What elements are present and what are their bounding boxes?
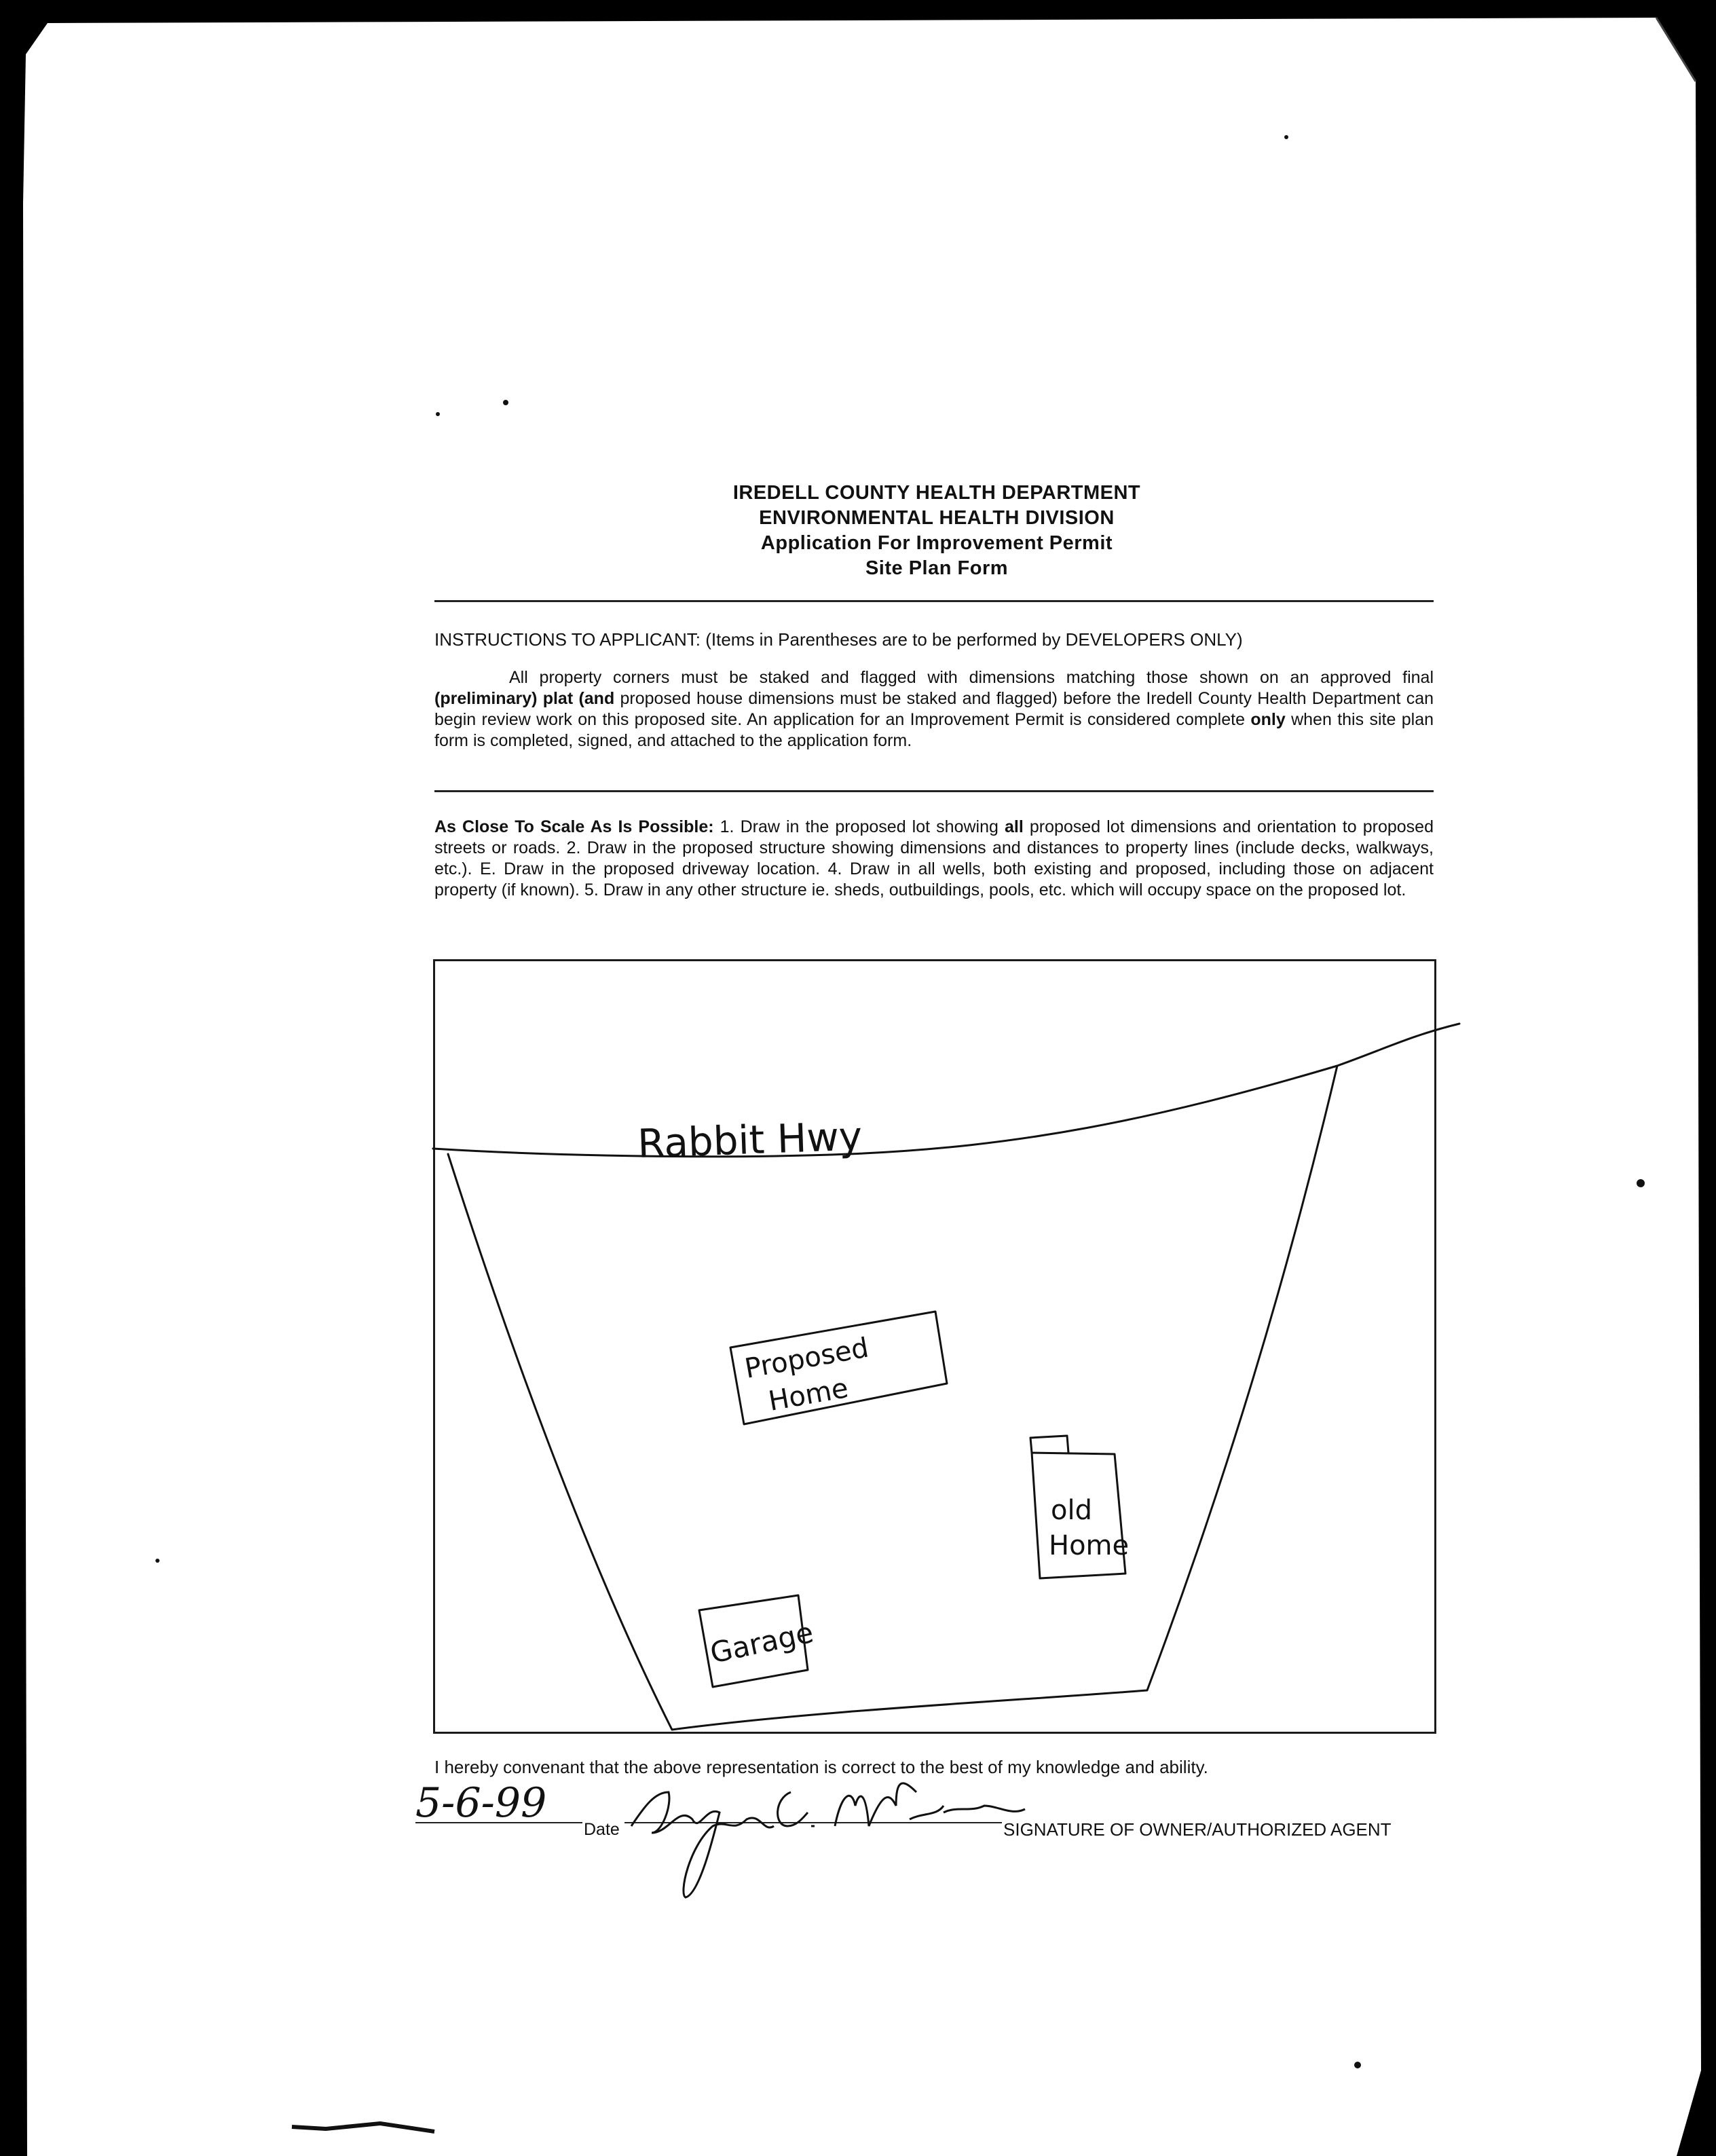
old-home-label-line2: Home [1049,1530,1130,1561]
scale-note-text-part: proposed lot dimensions and orientation to proposed streets or roads. 2. Draw in the proposed structure showing dimensions and distances to property lines (include decks, walkways, etc.). E. Draw in the proposed driveway location. 4. Draw in all wells, both existing and proposed, including those on adjacent property (if known). 5. Draw in any other structure ie. sheds, outbuildings, pools, etc. which will occupy space on the proposed lot. [434,817,1434,899]
scale-note-lead: As Close To Scale As Is Possible: [434,817,714,836]
signature-label: SIGNATURE OF OWNER/AUTHORIZED AGENT [1003,1819,1392,1840]
instructions-text-part: (and [578,689,615,708]
instructions-text-part: when this site plan form is completed, signed, and attached to the application form. [434,710,1434,750]
agency-title: IREDELL COUNTY HEALTH DEPARTMENT [732,482,1141,504]
scale-note-text-part: all [1004,817,1024,836]
proposed-home-label-line1: Proposed [742,1332,872,1385]
scale-note-text-part: 1. Draw in the proposed lot showing [713,817,1005,836]
handwritten-date: 5-6-99 [415,1779,547,1827]
road-label: Rabbit Hwy [637,1113,863,1167]
date-label: Date [584,1820,620,1839]
proposed-home-label-line2: Home [766,1373,851,1417]
garage-label: Garage [707,1615,817,1670]
covenant-statement: I hereby convenant that the above representation is correct to the best of my knowledge and ability. [434,1757,1208,1777]
instructions-text-part: proposed house dimensions must be staked and flagged) before the Iredell County Health Department can begin review work on this proposed site. An application for an Improvement Permit is considered complete [434,689,1434,729]
instructions-heading: INSTRUCTIONS TO APPLICANT: (Items in Parentheses are to be performed by DEVELOPERS ONLY) [434,629,1243,650]
form-name-title: Site Plan Form [865,557,1009,579]
old-home-label-line1: old [1051,1495,1092,1526]
division-title: ENVIRONMENTAL HEALTH DIVISION [759,507,1115,529]
instructions-text-part: only [1250,710,1286,729]
instructions-text-part: (preliminary) plat [434,689,579,708]
instructions-text-part: All property corners must be staked and flagged with dimensions matching those shown on an approved final [509,668,1434,687]
application-title: Application For Improvement Permit [760,532,1113,554]
